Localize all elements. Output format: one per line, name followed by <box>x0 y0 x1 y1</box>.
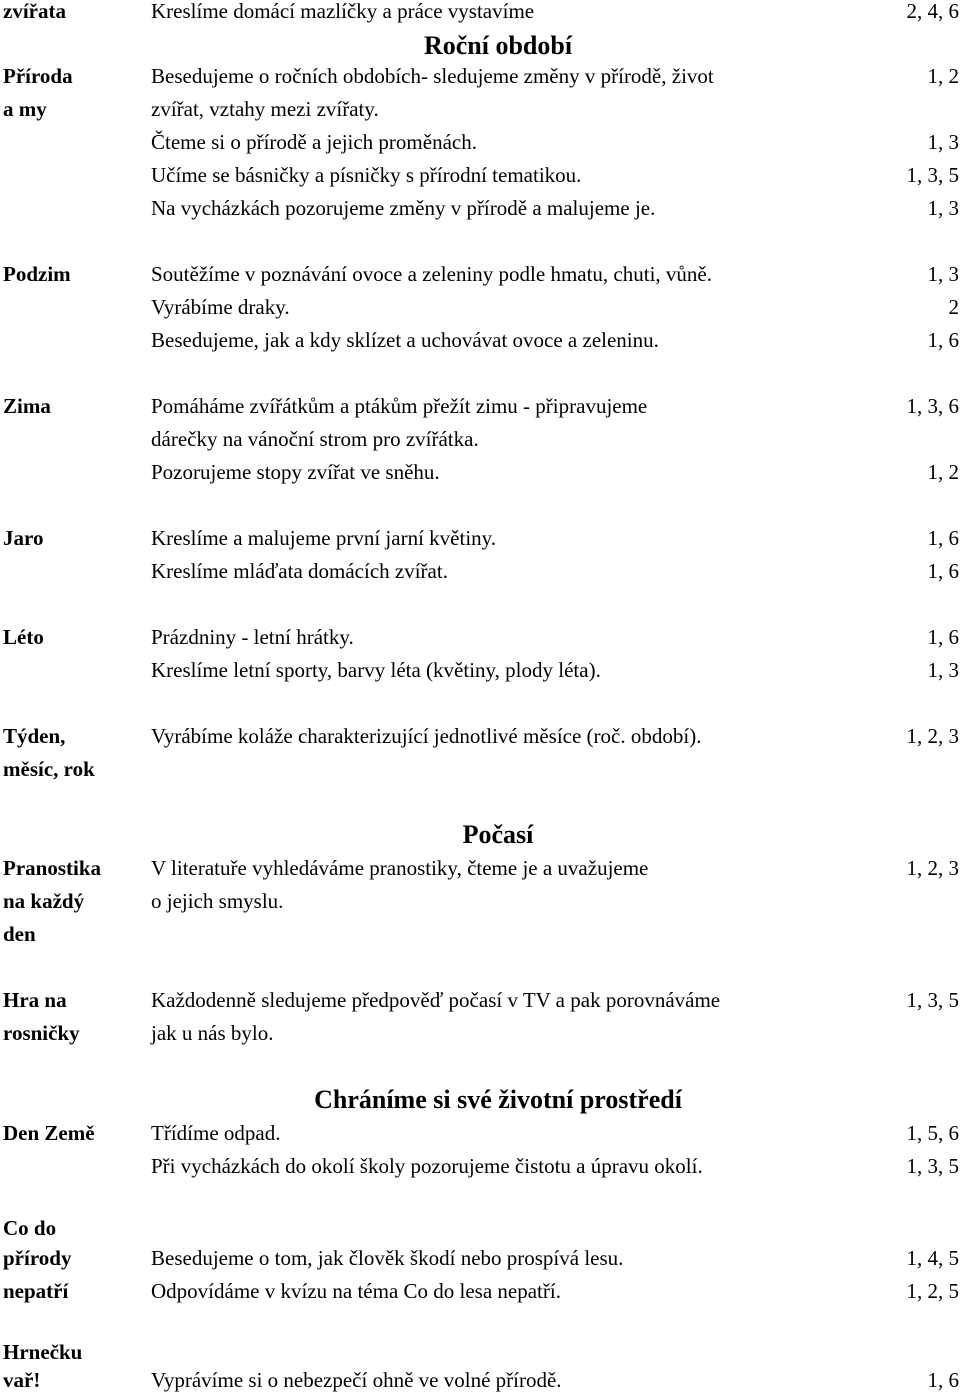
competence-codes: 1, 3 <box>927 130 959 154</box>
competence-codes: 1, 2, 3 <box>906 856 959 880</box>
topic-label: rosničky <box>3 1021 80 1045</box>
topic-label: den <box>3 922 36 946</box>
topic-label: Jaro <box>3 526 44 550</box>
activity-text: dárečky na vánoční strom pro zvířátka. <box>151 427 479 451</box>
topic-label: Podzim <box>3 262 71 286</box>
activity-text: Čteme si o přírodě a jejich proměnách. <box>151 130 477 154</box>
activity-text: Každodenně sledujeme předpověď počasí v TV a pak porovnáváme <box>151 988 721 1012</box>
competence-codes: 1, 2 <box>927 64 959 88</box>
activity-text: Odpovídáme v kvízu na téma Co do lesa nepatří. <box>151 1279 561 1303</box>
activity-text: o jejich smyslu. <box>151 889 284 913</box>
competence-codes: 1, 6 <box>927 1368 959 1392</box>
activity-text: Kreslíme letní sporty, barvy léta (květiny, plody léta). <box>151 658 601 682</box>
topic-label: na každý <box>3 889 85 913</box>
activity-text: V literatuře vyhledáváme pranostiky, čteme je a uvažujeme <box>151 856 649 880</box>
competence-codes: 1, 3 <box>927 658 959 682</box>
activity-text: Při vycházkách do okolí školy pozorujeme čistotu a úpravu okolí. <box>151 1154 703 1178</box>
topic-label: vař! <box>3 1368 41 1392</box>
activity-text: Třídíme odpad. <box>151 1121 281 1145</box>
topic-label: Co do <box>3 1216 57 1240</box>
competence-codes: 1, 3 <box>927 196 959 220</box>
activity-text: Vyrábíme koláže charakterizující jednotlivé měsíce (roč. období). <box>151 724 702 748</box>
section-heading: Chráníme si své životní prostředí <box>314 1085 682 1114</box>
competence-codes: 2, 4, 6 <box>906 0 959 23</box>
activity-text: Besedujeme, jak a kdy sklízet a uchovávat ovoce a zeleninu. <box>151 328 659 352</box>
competence-codes: 1, 2, 3 <box>906 724 959 748</box>
competence-codes: 1, 3, 5 <box>906 1154 959 1178</box>
activity-text: Besedujeme o tom, jak člověk škodí nebo prospívá lesu. <box>151 1246 624 1270</box>
topic-label: Léto <box>3 625 44 649</box>
topic-label: přírody <box>3 1246 72 1270</box>
section-heading: Roční období <box>423 31 573 60</box>
competence-codes: 1, 3, 5 <box>906 163 959 187</box>
competence-codes: 2 <box>948 295 959 319</box>
activity-text: Soutěžíme v poznávání ovoce a zeleniny podle hmatu, chuti, vůně. <box>151 262 712 286</box>
activity-text: Na vycházkách pozorujeme změny v přírodě a malujeme je. <box>151 196 656 220</box>
competence-codes: 1, 3 <box>927 262 959 286</box>
activity-text: Vyprávíme si o nebezpečí ohně ve volné přírodě. <box>151 1368 562 1392</box>
competence-codes: 1, 6 <box>927 559 959 583</box>
competence-codes: 1, 2 <box>927 460 959 484</box>
topic-label: zvířata <box>3 0 66 23</box>
competence-codes: 1, 4, 5 <box>906 1246 959 1270</box>
competence-codes: 1, 5, 6 <box>906 1121 959 1145</box>
topic-label: Hrnečku <box>3 1340 83 1364</box>
topic-label: Příroda <box>3 64 73 88</box>
competence-codes: 1, 6 <box>927 526 959 550</box>
topic-label: nepatří <box>3 1279 69 1303</box>
activity-text: jak u nás bylo. <box>151 1021 274 1045</box>
topic-label: Pranostika <box>3 856 102 880</box>
competence-codes: 1, 3, 5 <box>906 988 959 1012</box>
activity-text: Prázdniny - letní hrátky. <box>151 625 354 649</box>
competence-codes: 1, 3, 6 <box>906 394 959 418</box>
activity-text: Kreslíme a malujeme první jarní květiny. <box>151 526 497 550</box>
topic-label: Hra na <box>3 988 67 1012</box>
activity-text: Kreslíme domácí mazlíčky a práce vystavíme <box>151 0 535 23</box>
activity-text: zvířat, vztahy mezi zvířaty. <box>151 97 379 121</box>
competence-codes: 1, 6 <box>927 625 959 649</box>
competence-codes: 1, 6 <box>927 328 959 352</box>
topic-label: Týden, <box>3 724 66 748</box>
activity-text: Pomáháme zvířátkům a ptákům přežít zimu - připravujeme <box>151 394 648 418</box>
topic-label: měsíc, rok <box>3 757 95 781</box>
topic-label: Den Země <box>3 1121 95 1145</box>
activity-text: Učíme se básničky a písničky s přírodní tematikou. <box>151 163 582 187</box>
activity-text: Pozorujeme stopy zvířat ve sněhu. <box>151 460 440 484</box>
activity-text: Besedujeme o ročních obdobích- sledujeme změny v přírodě, život <box>151 64 714 88</box>
section-heading: Počasí <box>462 820 534 849</box>
topic-label: a my <box>3 97 47 121</box>
activity-text: Vyrábíme draky. <box>151 295 290 319</box>
topic-label: Zima <box>3 394 51 418</box>
activity-text: Kreslíme mláďata domácích zvířat. <box>151 559 448 583</box>
competence-codes: 1, 2, 5 <box>906 1279 959 1303</box>
